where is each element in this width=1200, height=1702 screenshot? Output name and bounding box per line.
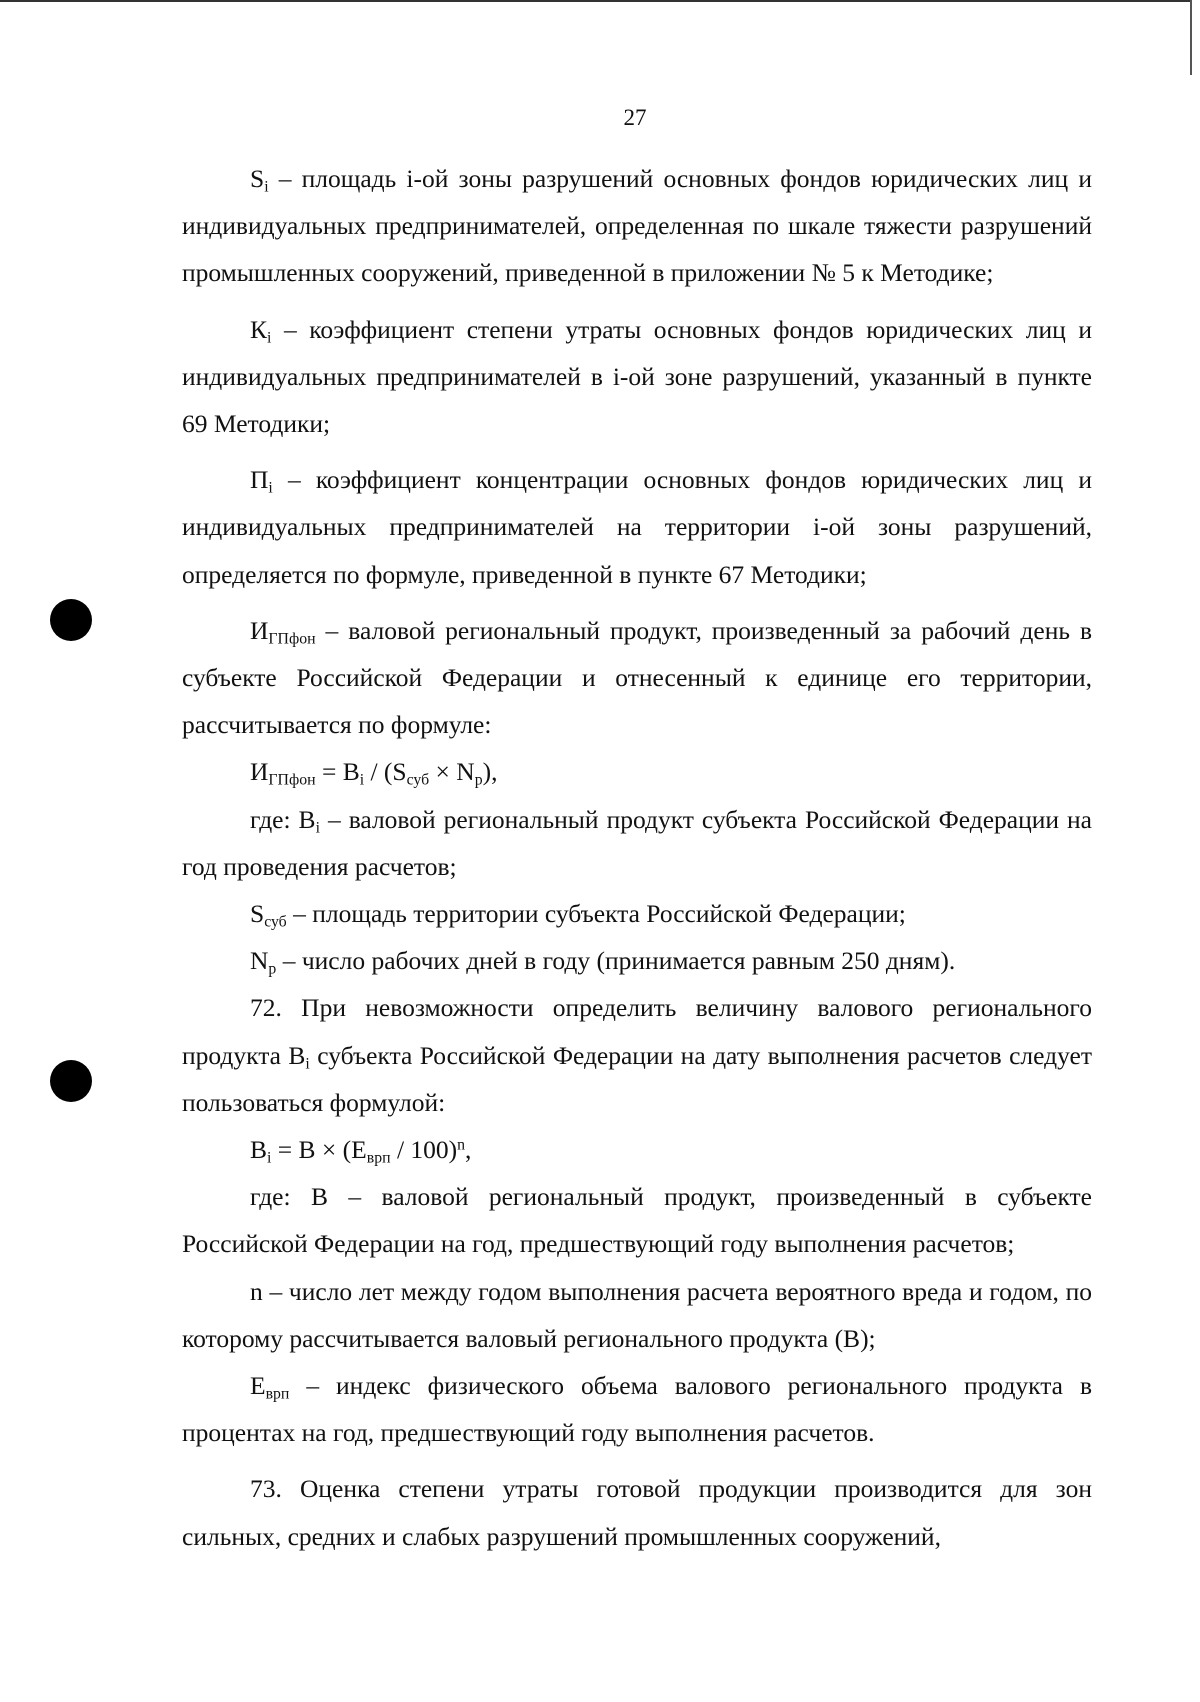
definition-i-gpfon: $И_{ГПфон}$ – валовой региональный продукт, произведенный за рабочий день в субъекте Российской Федерации и отнесенный к единице его территории, рассчитывается по формуле: [182,615,1092,740]
definition-s-sub: $S_{суб}$ – площадь территории субъекта Российской Федерации; [250,899,906,931]
definition-b: где: B – валовой региональный продукт, произведенный в субъекте Российской Федерации на год, предшествующий году выполнения расчетов; [182,1182,1092,1259]
document-body [182,155,1092,1560]
definition-p-i: $П_i$ – коэффициент концентрации основных фондов юридических лиц и индивидуальных предпринимателей на территории i-ой зоны разрушений, определяется по формуле, приведенной в пункте 67 Методики; [182,465,1092,589]
page-right-edge [1190,0,1192,75]
formula-i-gpfon: $И_{ГПфон} = B_i / (S_{суб} \times N_р)$, [250,757,498,789]
punch-hole [50,599,92,641]
page-number: 27 [623,105,647,130]
definition-n: n – число лет между годом выполнения расчета вероятного вреда и годом, по которому рассчитывается валовый регионального продукта (B); [182,1276,1092,1353]
definition-b-i: где: $B_i$ – валовой региональный продукт субъекта Российской Федерации на год проведения расчетов; [182,804,1092,881]
punch-hole [50,1060,92,1102]
formula-b-i: $B_i = B \times (E_{врп} / 100)^n$, [250,1135,472,1167]
definition-e-vrp: $E_{врп}$ – индекс физического объема валового регионального продукта в процентах на год, предшествующий году выполнения расчетов. [182,1371,1092,1448]
definition-n-p: $N_р$ – число рабочих дней в году (принимается равным 250 дням). [250,946,956,978]
clause-73: 73. Оценка степени утраты готовой продукции производится для зон сильных, средних и слабых разрушений промышленных сооружений, [182,1474,1092,1551]
definition-s-i: $S_i$ – площадь i-ой зоны разрушений основных фондов юридических лиц и индивидуальных предпринимателей, определенная по шкале тяжести разрушений промышленных сооружений, приведенной в приложении № 5 к Методике; [182,164,1092,288]
page-top-edge [0,0,1190,2]
definition-k-i: $К_i$ – коэффициент степени утраты основных фондов юридических лиц и индивидуальных предпринимателей в i-ой зоне разрушений, указанный в пункте 69 Методики; [182,314,1092,439]
clause-72: 72. При невозможности определить величину валового регионального продукта $B_i$ субъекта Российской Федерации на дату выполнения расчетов следует пользоваться формулой: [182,993,1092,1117]
